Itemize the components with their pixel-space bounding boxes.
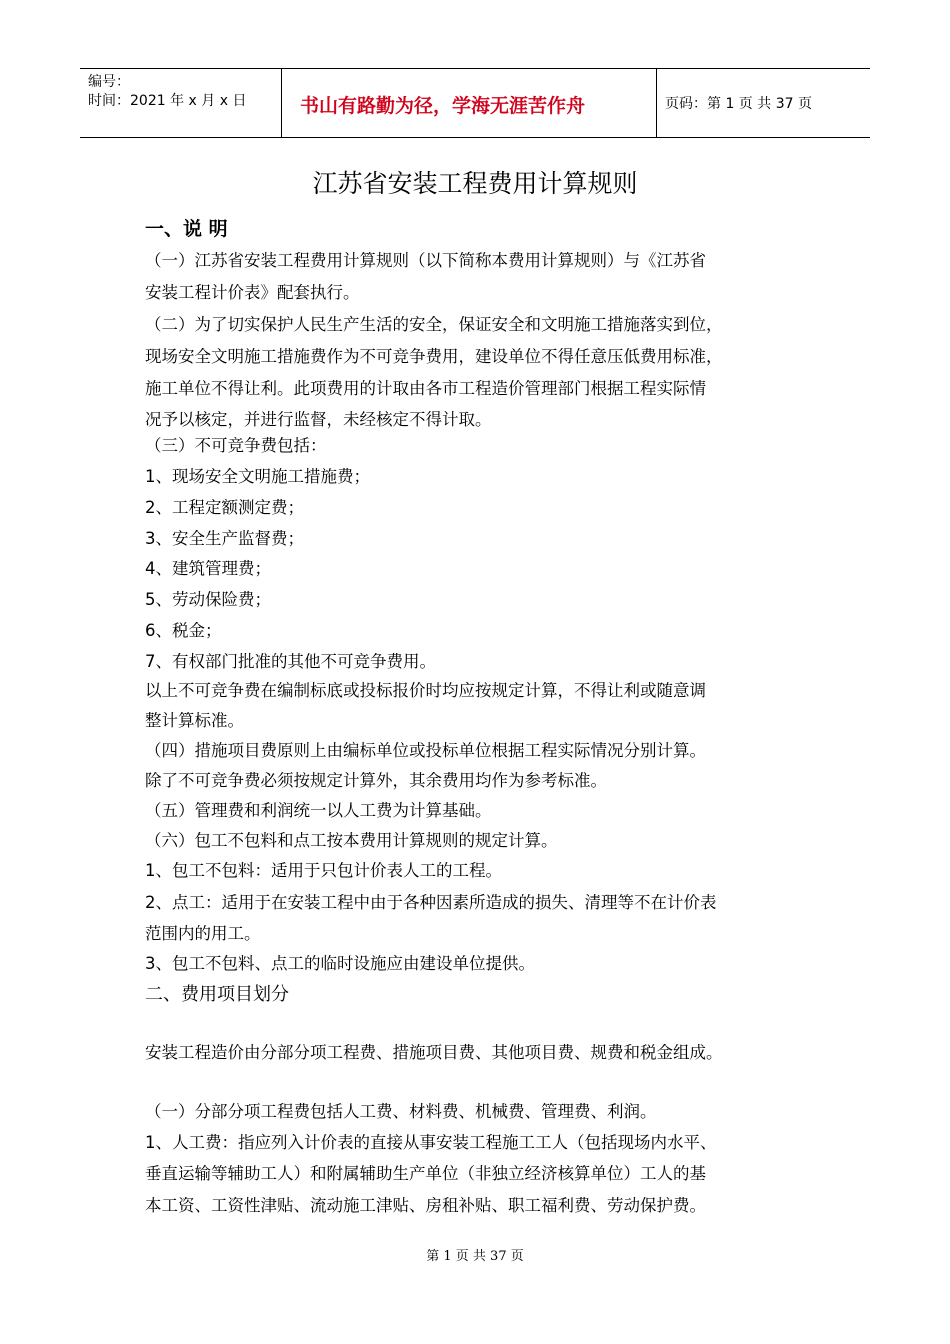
paragraph-line: 以上不可竞争费在编制标底或投标报价时均应按规定计算，不得让利或随意调 bbox=[145, 681, 706, 700]
document-date: 时间：2021 年 x 月 x 日 bbox=[88, 93, 247, 109]
paragraph-line: （三）不可竞争费包括： bbox=[145, 436, 327, 455]
document-title: 江苏省安装工程费用计算规则 bbox=[312, 169, 638, 198]
paragraph-line: （一）分部分项工程费包括人工费、材料费、机械费、管理费、利润。 bbox=[145, 1102, 657, 1121]
list-item: 1、人工费：指应列入计价表的直接从事安装工程施工工人（包括现场内水平、 bbox=[145, 1133, 717, 1152]
paragraph-line: 安装工程造价由分部分项工程费、措施项目费、其他项目费、规费和税金组成。 bbox=[145, 1043, 723, 1062]
paragraph-line: 安装工程计价表》配套执行。 bbox=[145, 283, 360, 302]
paragraph-line: 施工单位不得让利。此项费用的计取由各市工程造价管理部门根据工程实际情 bbox=[145, 379, 706, 398]
list-item: 3、安全生产监督费； bbox=[145, 529, 304, 548]
page-footer: 第 1 页 共 37 页 bbox=[426, 1249, 524, 1264]
paragraph-line: （五）管理费和利润统一以人工费为计算基础。 bbox=[145, 801, 492, 820]
paragraph-line: 整计算标准。 bbox=[145, 711, 244, 730]
list-item: 4、建筑管理费； bbox=[145, 559, 271, 578]
list-item: 2、工程定额测定费； bbox=[145, 498, 304, 517]
header-motto-cell bbox=[281, 69, 657, 137]
paragraph-line: 况予以核定，并进行监督，未经核定不得计取。 bbox=[145, 410, 492, 429]
paragraph-line: 除了不可竞争费必须按规定计算外，其余费用均作为参考标准。 bbox=[145, 771, 607, 790]
motto: 书山有路勤为径，学海无涯苦作舟 bbox=[300, 95, 586, 117]
list-item: 1、现场安全文明施工措施费； bbox=[145, 467, 370, 486]
list-item: 1、包工不包料：适用于只包计价表人工的工程。 bbox=[145, 861, 502, 880]
page-header bbox=[80, 68, 870, 138]
page-indicator: 页码：第 1 页 共 37 页 bbox=[665, 96, 812, 112]
list-item: 5、劳动保险费； bbox=[145, 590, 271, 609]
paragraph-line: 本工资、工资性津贴、流动施工津贴、房租补贴、职工福利费、劳动保护费。 bbox=[145, 1196, 706, 1215]
header-meta bbox=[88, 73, 246, 111]
paragraph-line: 现场安全文明施工措施费作为不可竞争费用，建设单位不得任意压低费用标准， bbox=[145, 347, 723, 366]
section-heading: 一、说 明 bbox=[145, 218, 228, 240]
list-item: 6、税金； bbox=[145, 621, 222, 640]
paragraph-line: 范围内的用工。 bbox=[145, 924, 261, 943]
paragraph-line: （四）措施项目费原则上由编标单位或投标单位根据工程实际情况分别计算。 bbox=[145, 741, 706, 760]
document-number: 编号： bbox=[88, 74, 130, 90]
list-item: 3、包工不包料、点工的临时设施应由建设单位提供。 bbox=[145, 954, 535, 973]
paragraph-line: （一）江苏省安装工程费用计算规则（以下简称本费用计算规则）与《江苏省 bbox=[145, 251, 706, 270]
list-item: 2、点工：适用于在安装工程中由于各种因素所造成的损失、清理等不在计价表 bbox=[145, 893, 717, 912]
section-heading: 二、费用项目划分 bbox=[145, 984, 289, 1005]
paragraph-line: （二）为了切实保护人民生产生活的安全，保证安全和文明施工措施落实到位， bbox=[145, 315, 723, 334]
list-item: 7、有权部门批准的其他不可竞争费用。 bbox=[145, 652, 436, 671]
paragraph-line: （六）包工不包料和点工按本费用计算规则的规定计算。 bbox=[145, 831, 558, 850]
paragraph-line: 垂直运输等辅助工人）和附属辅助生产单位（非独立经济核算单位）工人的基 bbox=[145, 1164, 706, 1183]
